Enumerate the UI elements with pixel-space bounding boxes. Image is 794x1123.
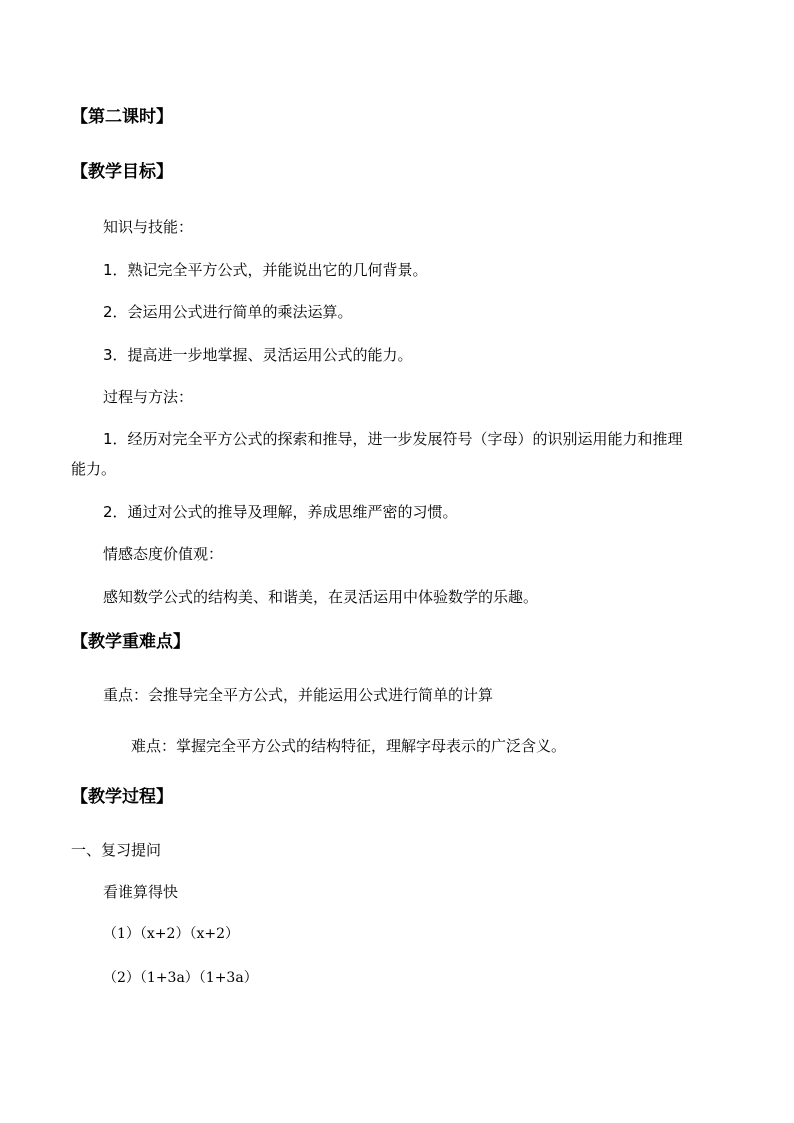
exercise-item: （1）（x+2）（x+2） [103,926,239,942]
process-item: 1．经历对完全平方公式的探索和推导，进一步发展符号（字母）的识别运用能力和推理 [103,430,683,448]
knowledge-label: 知识与技能： [103,218,194,236]
process-item-continuation: 能力。 [71,460,117,478]
section-title: 一、复习提问 [71,841,162,859]
knowledge-item: 2．会运用公式进行简单的乘法运算。 [103,303,353,321]
emotion-label: 情感态度价值观： [103,545,224,563]
knowledge-item: 3．提高进一步地掌握、灵活运用公式的能力。 [103,346,413,364]
key-points-heading: 【教学重难点】 [71,632,190,652]
process-label: 过程与方法： [103,388,194,406]
process-item: 2．通过对公式的推导及理解，养成思维严密的习惯。 [103,503,458,521]
objectives-heading: 【教学目标】 [71,162,173,182]
emotion-text: 感知数学公式的结构美、和谐美，在灵活运用中体验数学的乐趣。 [103,588,539,606]
knowledge-item: 1．熟记完全平方公式，并能说出它的几何背景。 [103,261,428,279]
difficulty-text: 难点：掌握完全平方公式的结构特征，理解字母表示的广泛含义。 [131,737,567,755]
exercise-prompt: 看谁算得快 [103,883,179,901]
exercise-item: （2）（1+3a）（1+3a） [103,970,258,986]
process-heading: 【教学过程】 [71,787,173,807]
lesson-title: 【第二课时】 [71,107,173,127]
key-point-text: 重点：会推导完全平方公式，并能运用公式进行简单的计算 [103,686,494,704]
